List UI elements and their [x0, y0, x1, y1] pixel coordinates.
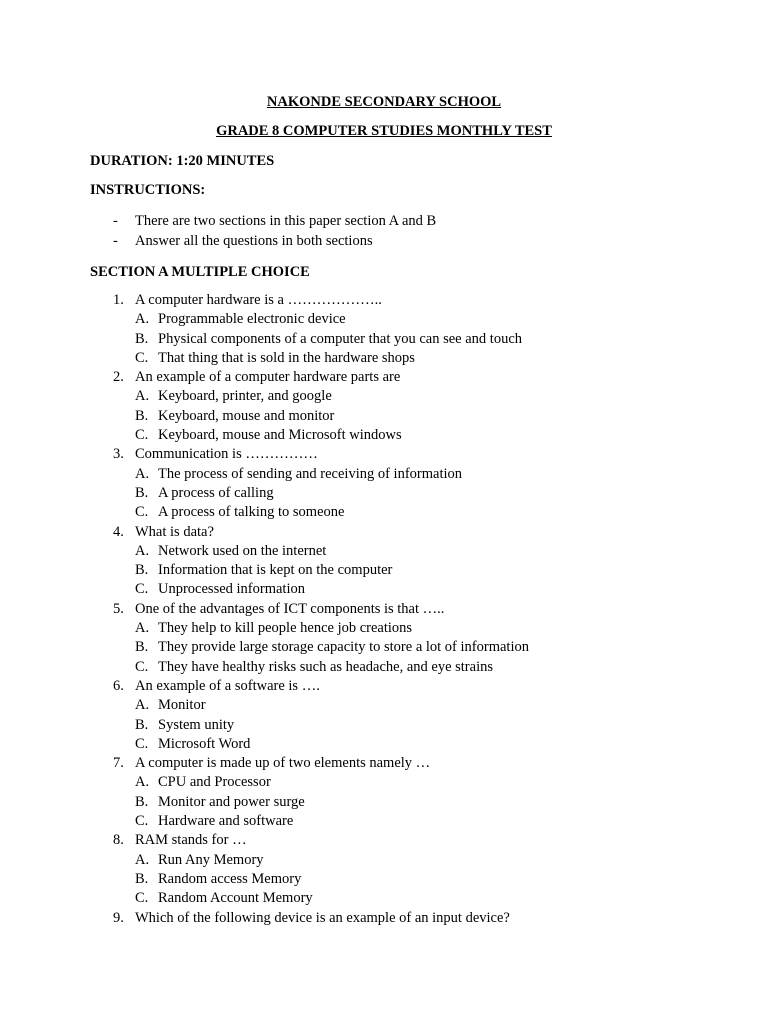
question-item — [0, 677, 768, 696]
option-text: Programmable electronic device — [158, 311, 346, 328]
option-text: They provide large storage capacity to store a lot of information — [158, 639, 529, 656]
question-list — [0, 291, 768, 928]
answer-option — [0, 330, 768, 349]
instruction-text: Answer all the questions in both sections — [135, 232, 373, 249]
question-number: 5. — [113, 600, 124, 617]
option-label: C. — [135, 890, 149, 907]
question-text: A computer is made up of two elements namely … — [135, 755, 431, 772]
question-number: 9. — [113, 909, 124, 926]
answer-option — [0, 658, 768, 677]
question-item — [0, 831, 768, 850]
question-number: 4. — [113, 523, 124, 540]
instruction-item — [0, 232, 768, 252]
option-text: Keyboard, mouse and monitor — [158, 407, 335, 424]
section-a-heading: SECTION A MULTIPLE CHOICE — [90, 264, 310, 280]
option-text: System unity — [158, 716, 235, 733]
question-text: An example of a computer hardware parts are — [135, 369, 401, 386]
option-label: A. — [135, 774, 150, 791]
answer-option — [0, 580, 768, 599]
option-label: A. — [135, 388, 150, 405]
option-text: Random Account Memory — [158, 890, 313, 907]
option-label: C. — [135, 735, 149, 752]
option-text: Monitor and power surge — [158, 793, 305, 810]
option-label: A. — [135, 620, 150, 637]
question-number: 6. — [113, 677, 124, 694]
answer-option — [0, 484, 768, 503]
question-number: 2. — [113, 369, 124, 386]
question-text: One of the advantages of ICT components is that ….. — [135, 600, 445, 617]
option-label: A. — [135, 311, 150, 328]
option-label: C. — [135, 658, 149, 675]
answer-option — [0, 773, 768, 792]
duration-heading: DURATION: 1:20 MINUTES — [90, 153, 275, 169]
question-item — [0, 600, 768, 619]
question-text: A computer hardware is a ……………….. — [135, 292, 382, 308]
question-item — [0, 291, 768, 310]
option-text: Monitor — [158, 697, 206, 714]
answer-option — [0, 310, 768, 329]
answer-option — [0, 638, 768, 657]
option-text: A process of calling — [158, 484, 274, 501]
option-text: Hardware and software — [158, 813, 294, 830]
question-item — [0, 909, 768, 928]
answer-option — [0, 426, 768, 445]
instructions-list — [0, 212, 768, 251]
answer-option — [0, 870, 768, 889]
option-label: A. — [135, 851, 150, 868]
instruction-bullet: - — [113, 232, 118, 249]
option-label: B. — [135, 639, 149, 656]
option-label: B. — [135, 330, 149, 347]
question-number: 3. — [113, 446, 124, 463]
instruction-bullet: - — [113, 213, 118, 229]
option-label: C. — [135, 581, 149, 598]
instruction-text: There are two sections in this paper section A and B — [135, 213, 437, 229]
option-label: A. — [135, 465, 150, 482]
option-label: B. — [135, 793, 149, 810]
test-title: GRADE 8 COMPUTER STUDIES MONTHLY TEST — [216, 123, 552, 139]
question-text: An example of a software is …. — [135, 677, 320, 694]
instruction-item — [0, 212, 768, 232]
question-text: Communication is …………… — [135, 446, 318, 463]
question-item — [0, 368, 768, 387]
option-text: A process of talking to someone — [158, 504, 345, 521]
option-text: Keyboard, mouse and Microsoft windows — [158, 427, 402, 444]
answer-option — [0, 889, 768, 908]
option-text: That thing that is sold in the hardware shops — [158, 349, 415, 366]
answer-option — [0, 542, 768, 561]
option-text: Run Any Memory — [158, 851, 264, 868]
answer-option — [0, 851, 768, 870]
answer-option — [0, 349, 768, 368]
question-text: RAM stands for … — [135, 832, 247, 849]
answer-option — [0, 465, 768, 484]
option-text: Unprocessed information — [158, 581, 305, 598]
option-label: A. — [135, 542, 150, 559]
option-text: Physical components of a computer that you can see and touch — [158, 330, 523, 347]
answer-option — [0, 619, 768, 638]
question-number: 8. — [113, 832, 124, 849]
option-label: B. — [135, 484, 149, 501]
answer-option — [0, 387, 768, 406]
option-text: Information that is kept on the computer — [158, 562, 393, 579]
question-item — [0, 445, 768, 464]
option-text: CPU and Processor — [158, 774, 271, 791]
instructions-heading: INSTRUCTIONS: — [90, 182, 206, 198]
answer-option — [0, 561, 768, 580]
option-text: Microsoft Word — [158, 735, 251, 752]
answer-option — [0, 407, 768, 426]
option-label: B. — [135, 716, 149, 733]
option-label: C. — [135, 813, 149, 830]
option-label: C. — [135, 349, 149, 366]
option-label: B. — [135, 407, 149, 424]
option-text: They have healthy risks such as headache, and eye strains — [158, 658, 493, 675]
answer-option — [0, 793, 768, 812]
school-name: NAKONDE SECONDARY SCHOOL — [266, 94, 502, 110]
option-label: B. — [135, 562, 149, 579]
option-text: Keyboard, printer, and google — [158, 388, 332, 405]
question-item — [0, 754, 768, 773]
option-text: Random access Memory — [158, 870, 302, 887]
question-text: What is data? — [135, 523, 214, 540]
question-item — [0, 523, 768, 542]
option-text: Network used on the internet — [158, 542, 327, 559]
answer-option — [0, 812, 768, 831]
question-number: 7. — [113, 755, 124, 772]
option-label: C. — [135, 427, 149, 444]
answer-option — [0, 716, 768, 735]
option-label: C. — [135, 504, 149, 521]
question-number: 1. — [113, 292, 124, 308]
option-text: The process of sending and receiving of information — [158, 465, 463, 482]
option-label: B. — [135, 870, 149, 887]
answer-option — [0, 696, 768, 715]
option-label: A. — [135, 697, 150, 714]
option-text: They help to kill people hence job creations — [158, 620, 413, 637]
answer-option — [0, 735, 768, 754]
question-text: Which of the following device is an example of an input device? — [135, 909, 510, 926]
answer-option — [0, 503, 768, 522]
